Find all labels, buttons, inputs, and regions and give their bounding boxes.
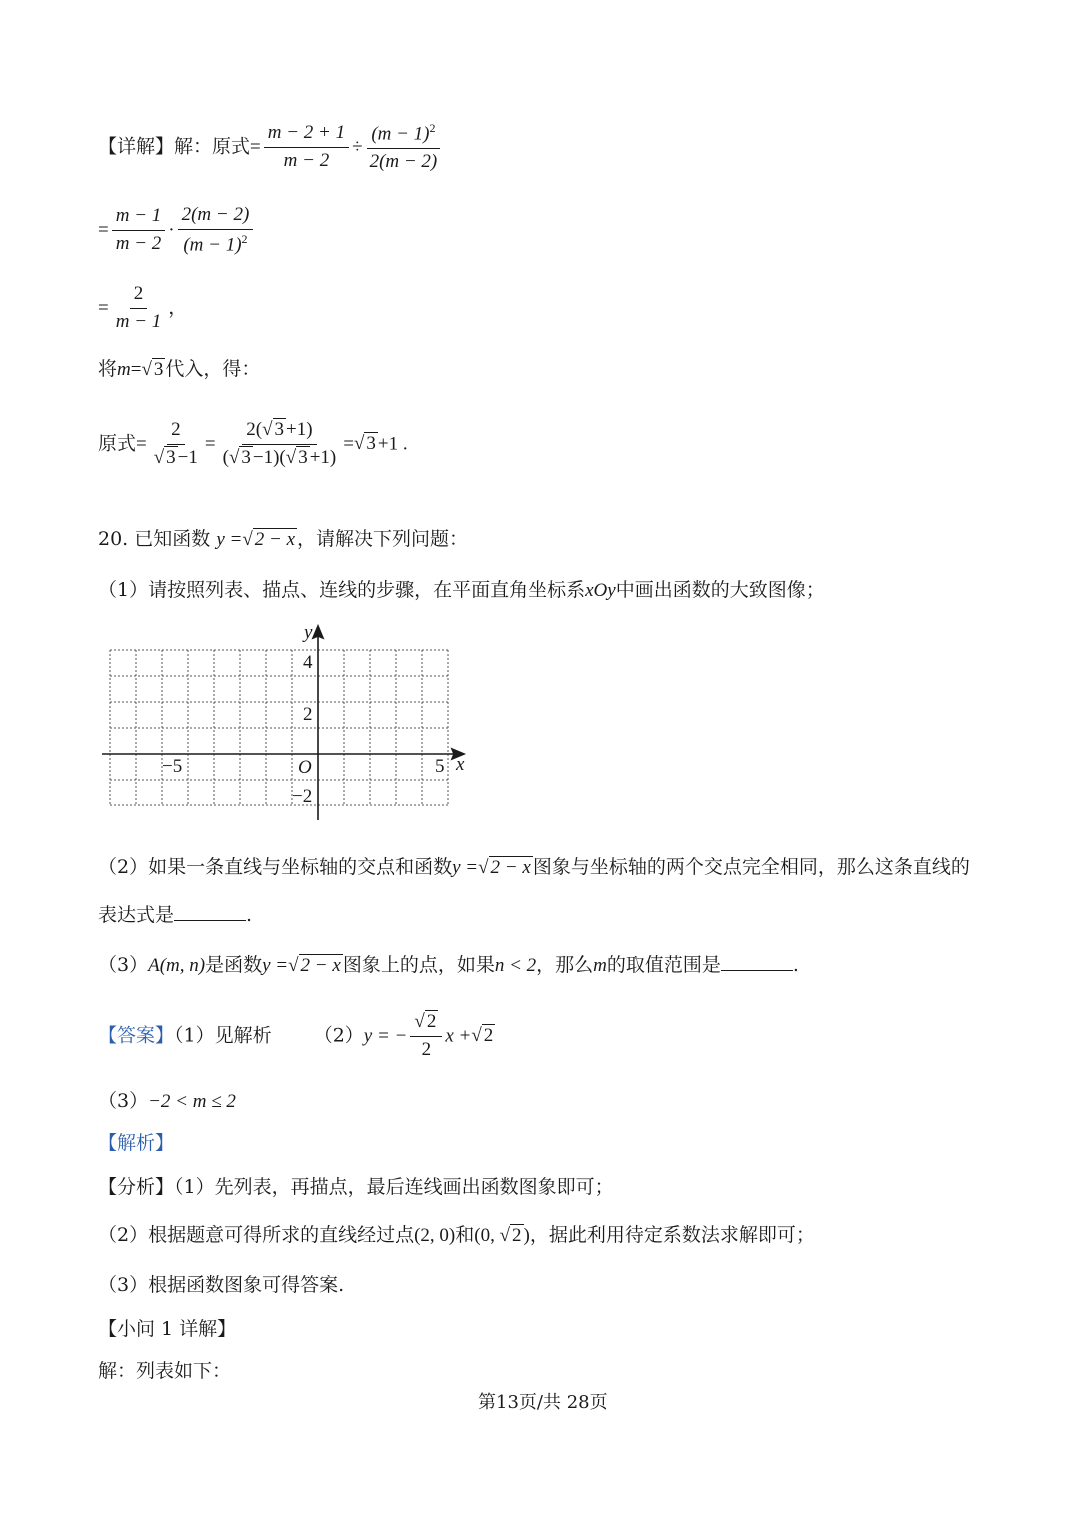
sub-question-1-text: 解：列表如下： <box>98 1360 232 1382</box>
final-f2-den-a-tail: −1) <box>252 446 280 468</box>
sub-question-1-label: 【小问 1 详解】 <box>98 1318 237 1340</box>
fx2-and: 和 <box>455 1224 475 1246</box>
fraction-1-den: m − 2 <box>283 150 330 172</box>
answer-3-pre: （3） <box>98 1090 149 1112</box>
final-f1-tail: −1 <box>177 446 198 468</box>
fx2-pt2-post: ) <box>523 1225 530 1246</box>
x-axis-label: x <box>456 754 465 775</box>
part-2-line-2: 表达式是 <box>98 904 175 926</box>
grid-lines <box>110 650 448 805</box>
answer-line-3 <box>98 1092 236 1111</box>
part-3-mid: 是函数 <box>205 954 263 976</box>
detail-lead: 解：原式 <box>174 135 251 158</box>
fx2-post: ，据此利用待定系数法求解即可； <box>529 1224 815 1246</box>
tick-neg2: −2 <box>292 786 313 807</box>
part-3-mid2: 图象上的点，如果 <box>342 954 495 976</box>
page-footer: 第13页/共 28页 <box>478 1392 608 1413</box>
axes <box>102 626 464 820</box>
fraction-4-num: 2(m − 2) <box>178 205 254 230</box>
part-2-post: 图象与坐标轴的两个交点完全相同，那么这条直线的 <box>532 856 970 878</box>
fraction-2 <box>366 122 442 173</box>
comma: ， <box>168 296 188 319</box>
answer-3: −2 < m ≤ 2 <box>148 1091 236 1112</box>
func-rad: 2 − x <box>254 529 296 550</box>
analysis-fx2: （2）根据题意可得所求的直线经过点(2, 0)和(0, √ 2 )，据此利用待定系数法求解即可； <box>98 1224 815 1246</box>
final-res-tail: +1 . <box>377 433 408 455</box>
part-3-func-rad: 2 − x <box>300 955 341 976</box>
part-3-end: . <box>792 954 799 976</box>
final-f2-den-b-tail: +1) <box>309 446 337 468</box>
fraction-2-num: (m − 1) <box>371 123 430 145</box>
func-lhs: y = <box>216 529 243 550</box>
fraction-4-den: (m − 1) <box>183 234 242 256</box>
sqrt-radicand: 3 <box>153 359 164 380</box>
fraction-4 <box>178 205 254 256</box>
question-20-stem: 20. 已知函数 y =√ 2 − x ，请解决下列问题： <box>98 528 469 550</box>
fx2-pre: （2）根据题意可得所求的直线经过点 <box>98 1224 415 1246</box>
final-fraction-2: $\frac{2(√ 3 +1)}{(√ 3 -1)(√ 3 +1)}$ <box>222 419 337 468</box>
answer-2-mid: x + <box>445 1025 472 1047</box>
question-20-part-1 <box>98 581 825 600</box>
answer-2-lhs: y = − <box>363 1025 408 1047</box>
part-3-post: 的取值范围是 <box>606 954 721 976</box>
tick-5: 5 <box>435 756 445 777</box>
answer-2-frac: $\frac{√ 2}{2}$ <box>410 1012 442 1061</box>
question-20-part-2-line-2 <box>98 906 252 925</box>
coord-system: xOy <box>585 580 616 601</box>
analysis-fx1 <box>98 1178 614 1197</box>
sub-var: m <box>117 359 131 380</box>
fraction-5 <box>112 284 166 333</box>
answer-line-1: 【答案】（1）见解析 （2）y = − $\frac{√ 2}{2}$ x +√ 2 <box>98 1011 494 1060</box>
sub-post: 代入，得： <box>165 358 261 380</box>
detail-line-3 <box>98 284 187 333</box>
coordinate-grid <box>98 620 478 825</box>
question-tail: ，请解决下列问题： <box>297 528 469 550</box>
final-res-rad: 3 <box>366 433 376 455</box>
part-3-mid3: ，那么 <box>536 954 594 976</box>
part-1-tail: 中画出函数的大致图像； <box>615 579 825 601</box>
part-2-func-lhs: y = <box>452 857 479 878</box>
question-20-part-2: （2）如果一条直线与坐标轴的交点和函数y =√ 2 − x 图象与坐标轴的两个交点完全相同，那么这条直线的 <box>98 856 970 878</box>
dot-sign: · <box>168 219 175 241</box>
part-1-text: （1）请按照列表、描点、连线的步骤，在平面直角坐标系 <box>98 579 586 601</box>
fraction-5-den: m − 1 <box>115 310 162 332</box>
answer-1: （1）见解析 <box>174 1024 272 1047</box>
fraction-1 <box>264 123 349 172</box>
tick-neg5: −5 <box>162 756 183 777</box>
final-fraction-1: $\frac{2}{√ 3 -1}$ <box>153 419 198 468</box>
question-20-part-3: （3）A(m, n)是函数y =√ 2 − x 图象上的点，如果n < 2，那么m的取值范围是 . <box>98 954 799 976</box>
equals-sign: = <box>250 136 261 158</box>
final-result-line: 原式= $\frac{2}{√ 3 -1}$ = $\frac{2(√ 3 +1)}{(√ 3 -1)(√ 3 +1)}$ =√ 3 +1 . <box>98 419 408 468</box>
equals-sign: = <box>98 297 109 319</box>
answer-2-num-rad: 2 <box>426 1011 437 1032</box>
detail-line-2 <box>98 205 256 256</box>
fraction-5-num: 2 <box>130 284 148 309</box>
final-lead: 原式 <box>98 432 137 455</box>
substitution-line <box>98 360 260 379</box>
detail-label: 【详解】 <box>98 135 175 158</box>
fraction-2-den: 2(m − 2) <box>369 151 438 173</box>
part-3-cond: n < 2 <box>494 955 537 976</box>
fraction-3-den: m − 2 <box>115 233 162 255</box>
equals-sign: = <box>204 433 216 455</box>
answer-2-rad: 2 <box>483 1025 494 1047</box>
final-f1-rad: 3 <box>166 446 176 468</box>
sqrt-3: √ 3 <box>141 359 164 380</box>
part-3-var: m <box>593 955 607 976</box>
fx2-point-1: (2, 0) <box>414 1225 456 1246</box>
fraction-4-exp: 2 <box>241 231 248 246</box>
part-3-func-lhs: y = <box>262 955 289 976</box>
fx1: （1）先列表，再描点，最后连线画出函数图象即可； <box>174 1176 614 1198</box>
part-2-end: . <box>246 904 253 926</box>
divide-sign: ÷ <box>352 136 363 158</box>
final-f2-num-post: +1) <box>286 419 313 440</box>
equals-sign: = <box>343 433 354 455</box>
part-2-func-rad: 2 − x <box>490 857 531 878</box>
point-a: A(m, n) <box>148 955 206 976</box>
answer-2-den: 2 <box>421 1038 432 1060</box>
tick-2: 2 <box>303 704 313 725</box>
final-f2-num-rad: 3 <box>274 419 285 440</box>
final-f2-den-b-rad: 3 <box>298 446 308 468</box>
question-number: 20. 已知函数 <box>98 528 211 550</box>
fx2-pt2-rad: 2 <box>512 1225 522 1246</box>
y-axis-label: y <box>304 622 313 643</box>
final-f2-num-pre: 2( <box>246 419 263 440</box>
answer-blank[interactable] <box>174 920 246 921</box>
fraction-2-exp: 2 <box>429 121 436 135</box>
sub-eq: = <box>130 359 142 380</box>
equals-sign: = <box>136 433 147 455</box>
sub-pre: 将 <box>98 358 118 380</box>
analysis-fx3: （3）根据函数图象可得答案. <box>98 1274 345 1296</box>
final-f1-num: 2 <box>167 420 185 445</box>
fraction-1-num: m − 2 + 1 <box>264 123 349 148</box>
final-f2-den-a-rad: 3 <box>241 446 251 468</box>
fraction-3 <box>112 206 166 255</box>
part-3-pre: （3） <box>98 954 149 976</box>
analysis-label: 【解析】 <box>98 1132 175 1154</box>
fraction-3-num: m − 1 <box>112 206 166 231</box>
detail-line-1 <box>98 122 444 173</box>
answer-2-pre: （2） <box>313 1024 364 1047</box>
answer-blank[interactable] <box>721 970 793 971</box>
tick-4: 4 <box>303 652 313 673</box>
fx-label: 【分析】 <box>98 1176 175 1198</box>
answer-label: 【答案】 <box>98 1024 175 1047</box>
origin-label: O <box>298 757 312 778</box>
fx2-pt2-pre: (0, <box>474 1225 500 1246</box>
part-2-pre: （2）如果一条直线与坐标轴的交点和函数 <box>98 856 453 878</box>
equals-sign: = <box>98 219 109 241</box>
